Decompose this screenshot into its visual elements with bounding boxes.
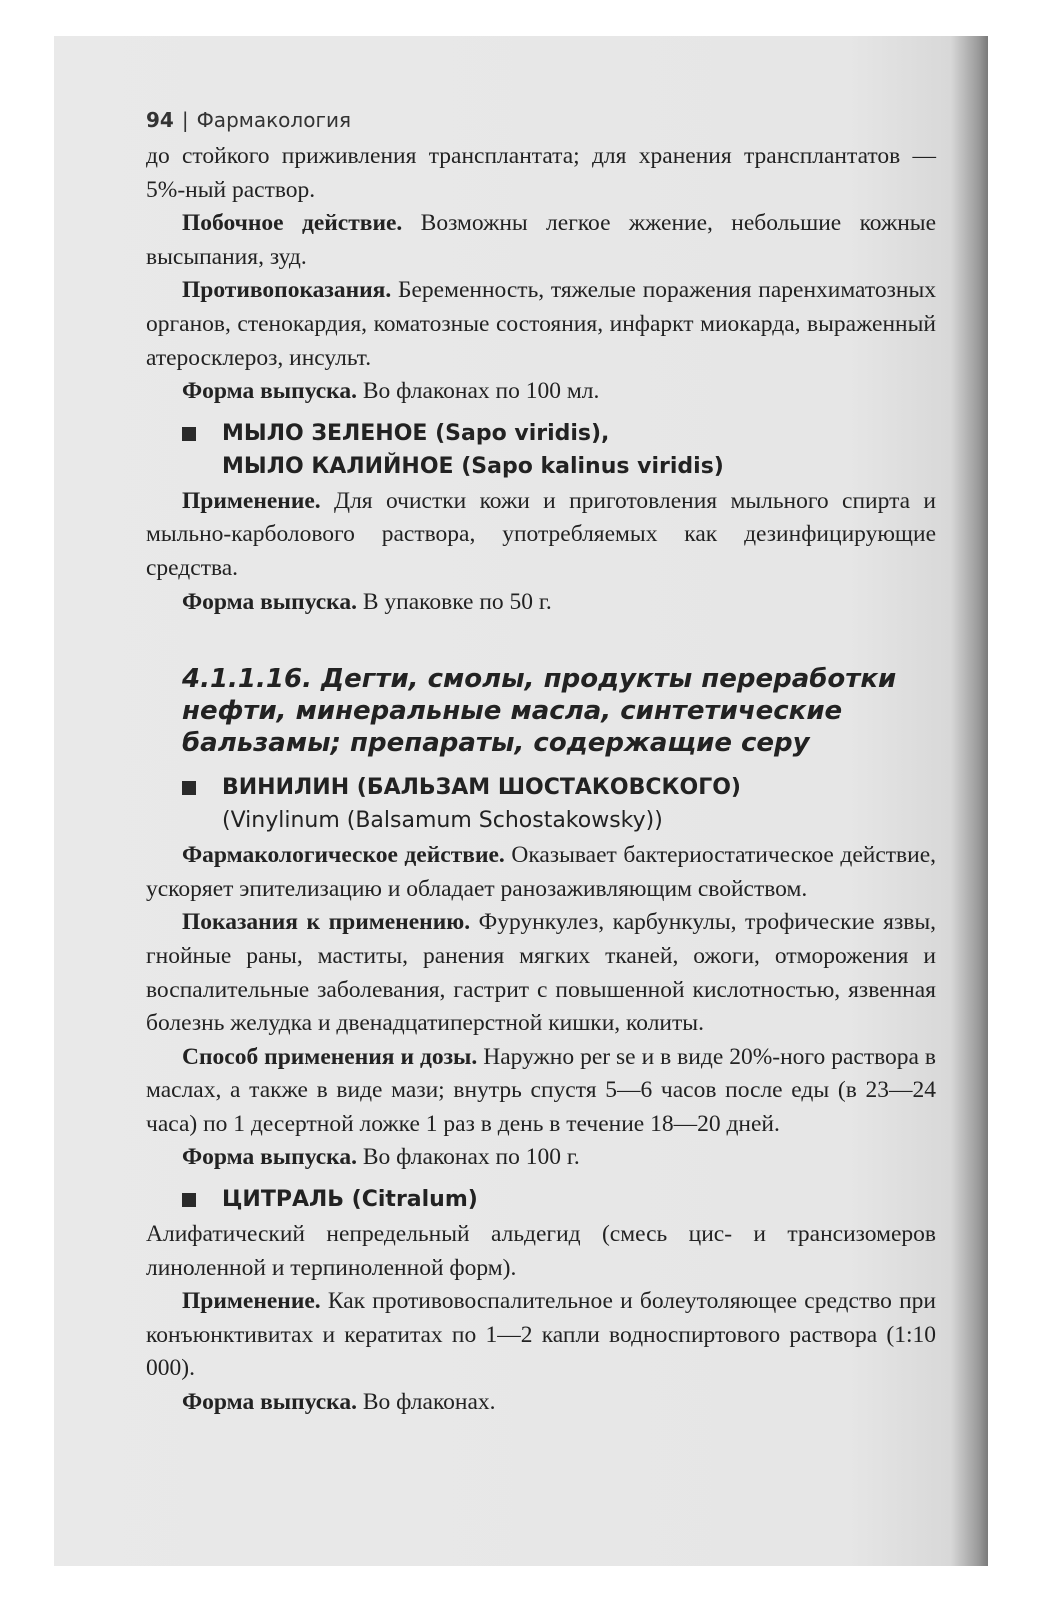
contraindications-text: Беременность, тяжелые поражения паренхиматозных органов, стенокардия, коматозные состояния, инфаркт миокарда, выраженный атеросклероз, инсульт. — [146, 277, 936, 371]
release-form-text: Во флаконах по 100 мл. — [356, 378, 600, 405]
release-form-text: В упаковке по 50 г. — [356, 588, 552, 615]
release-form-label: Форма выпуска. — [182, 1389, 357, 1416]
action-label: Фармакологическое действие. — [182, 842, 505, 869]
side-effects-label: Побочное действие. — [182, 210, 403, 237]
drug-heading-vinylin — [146, 771, 936, 837]
drug-title-line: МЫЛО ЗЕЛЕНОЕ (Sapo viridis), — [222, 420, 610, 446]
drug-heading-soap — [146, 417, 936, 483]
drug-title-line: ЦИТРАЛЬ (Citralum) — [222, 1187, 478, 1213]
description-paragraph: Алифатический непредельный альдегид (смесь цис- и трансизомеров линоленной и терпиноленной форм). — [146, 1221, 936, 1281]
drug-title-latin: (Vinylinum (Balsamum Schostakowsky)) — [222, 808, 663, 834]
drug-title-line: МЫЛО КАЛИЙНОЕ (Sapo kalinus viridis) — [222, 453, 724, 479]
bullet-square-icon — [182, 1193, 196, 1207]
side-effects-text: Возможны легкое жжение, небольшие кожные высыпания, зуд. — [146, 210, 937, 270]
release-form-paragraph — [146, 375, 936, 409]
use-label: Применение. — [182, 1288, 321, 1315]
release-form-paragraph — [146, 1386, 936, 1420]
release-form-label: Форма выпуска. — [182, 378, 357, 405]
book-page — [146, 108, 936, 1420]
use-label: Применение. — [182, 487, 321, 514]
indications-paragraph — [146, 906, 936, 1040]
page-number: 94 — [146, 108, 174, 132]
dosage-label: Способ применения и дозы. — [182, 1043, 478, 1070]
use-paragraph — [146, 485, 936, 586]
bullet-square-icon — [182, 427, 196, 441]
drug-title-line: ВИНИЛИН (БАЛЬЗАМ ШОСТАКОВСКОГО) — [222, 775, 741, 801]
contraindications-paragraph — [146, 274, 936, 375]
action-text: Оказывает бактериостатическое действие, ускоряет эпителизацию и обладает ранозаживляющим свойством. — [146, 842, 936, 902]
running-title: Фармакология — [196, 108, 351, 132]
release-form-text: Во флаконах по 100 г. — [356, 1144, 580, 1171]
running-head — [146, 108, 936, 132]
release-form-text: Во флаконах. — [356, 1389, 496, 1416]
release-form-paragraph — [146, 1141, 936, 1175]
indications-label: Показания к применению. — [182, 909, 471, 936]
side-effects-paragraph — [146, 207, 936, 274]
contraindications-label: Противопоказания. — [182, 277, 392, 304]
release-form-label: Форма выпуска. — [182, 588, 357, 615]
release-form-label: Форма выпуска. — [182, 1144, 357, 1171]
dosage-text: Наружно per se и в виде 20%-ного раствора в маслах, а также в виде мази; внутрь спустя 5—6 часов после еды (в 23—24 часа) по 1 десертной ложке 1 раз в день в течение 18—20 дней. — [146, 1043, 937, 1137]
use-text: Как противовоспалительное и болеутоляющее средство при конъюнктивитах и кератитах по 1—2 капли водноспиртового раствора (1:10 000). — [146, 1288, 936, 1382]
use-paragraph — [146, 1285, 936, 1386]
header-separator: | — [181, 108, 189, 132]
release-form-paragraph — [146, 586, 936, 620]
bullet-square-icon — [182, 781, 196, 795]
use-text: Для очистки кожи и приготовления мыльного спирта и мыльно-карболового раствора, употребляемых как дезинфицирующие средства. — [146, 487, 936, 581]
section-heading: 4.1.1.16. Дегти, смолы, продукты переработки нефти, минеральные масла, синтетические бальзамы; препараты, содержащие серу — [182, 664, 897, 759]
intro-paragraph: до стойкого приживления трансплантата; для хранения трансплантатов — 5%-ный раствор. — [146, 143, 936, 203]
action-paragraph — [146, 839, 936, 906]
dosage-paragraph — [146, 1041, 936, 1142]
indications-text: Фурункулез, карбункулы, трофические язвы, гнойные раны, маститы, ранения мягких тканей, ожоги, отморожения и воспалительные заболевания, гастрит с повышенной кислотностью, язвенная болезнь желудка и двенадцатиперстной кишки, колиты. — [146, 909, 936, 1037]
drug-heading-citral — [146, 1183, 936, 1216]
